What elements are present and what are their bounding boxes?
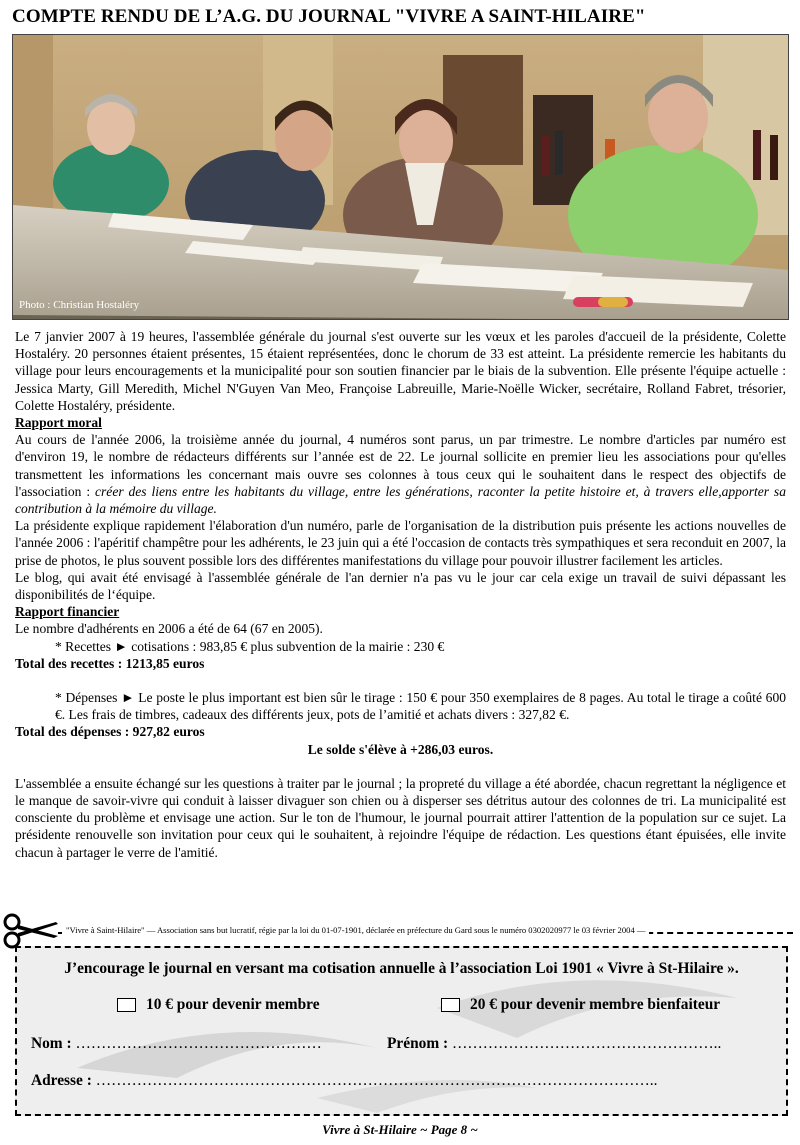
expenses-line: * Dépenses ► Le poste le plus important est bien sûr le tirage : 150 € pour 350 exemplaires de 8 pages. Au total le tirage a coûté 600 €. Les frais de timbres, cadeaux des différents jeux, pots de l’amitié et achats divers : 327,82 €. (55, 690, 786, 723)
name-blank: ………………………………………… (75, 1035, 322, 1052)
option-member-label: 10 € pour devenir membre (146, 996, 320, 1013)
balance-line: Le solde s'élève à +286,03 euros. (307, 741, 494, 757)
benefactor-checkbox[interactable] (441, 998, 460, 1012)
option-member (117, 996, 320, 1014)
firstname-field[interactable] (387, 1035, 721, 1053)
form-heading: J’encourage le journal en versant ma cotisation annuelle à l’association Loi 1901 « Vivre à St-Hilaire ». (64, 960, 739, 977)
name-label: Nom : (31, 1035, 72, 1052)
moral-paragraph-3: Le blog, qui avait été envisagé à l'assemblée générale de l'an dernier n'a pas vu le jour car cela exige un travail de suivi dépassant les disponibilités de l‘équipe. (15, 569, 786, 603)
photo-credit: Photo : Christian Hostaléry (19, 299, 140, 311)
association-objectives: créer des liens entre les habitants du village, entre les générations, raconter la petite histoire et, à travers elle,apporter sa contribution à la mémoire du village. (15, 483, 786, 517)
expenses-total: Total des dépenses : 927,82 euros (15, 724, 205, 740)
membership-form (15, 946, 788, 1116)
firstname-blank: …………………………………………….. (451, 1035, 722, 1052)
revenue-line: * Recettes ► cotisations : 983,85 € plus subvention de la mairie : 230 € (55, 638, 445, 654)
closing-paragraph: L'assemblée a ensuite échangé sur les questions à traiter par le journal ; la propreté du village a été abordée, chacun regrettant la négligence et le manque de savoir-vivre qui conduit à laisser divaguer son chien ou à disperser ses détritus autour des colonnes de tri. La municipalité est consciente du problème et envisage une action. Sur le ton de l'humour, le journal pourrait attirer l'attention de la population sur ce sujet. La présidente renouvelle son invitation pour ceux qui le souhaitent, à rejoindre l'équipe de rédaction. Les questions étant épuisées, elle invite chacun à partager le verre de l'amitié. (15, 775, 786, 860)
members-count: Le nombre d'adhérents en 2006 a été de 64 (67 en 2005). (15, 621, 323, 637)
scissors-icon (2, 910, 60, 950)
moral-report-heading: Rapport moral (15, 415, 102, 431)
option-benefactor-label: 20 € pour devenir membre bienfaiteur (470, 996, 721, 1013)
name-field[interactable] (31, 1035, 322, 1053)
page-footer: Vivre à St-Hilaire ~ Page 8 ~ (322, 1122, 478, 1137)
financial-report-heading: Rapport financier (15, 604, 120, 620)
association-legal-note: "Vivre à Saint-Hilaire" — Association sans but lucratif, régie par la loi du 01-07-1901, déclarée en préfecture du Gard sous le numéro 0302020977 le 03 février 2004 — (62, 925, 649, 935)
address-blank: ……………………………………………………………………………………………….. (95, 1072, 658, 1089)
moral-paragraph-1 (15, 431, 786, 517)
intro-paragraph: Le 7 janvier 2007 à 19 heures, l'assemblée générale du journal s'est ouverte sur les vœux et les paroles d'accueil de la présidente, Colette Hostaléry. 20 personnes étaient présentes, 15 étaient représentées, donc le chorum de 33 est atteint. La présidente remercie les habitants du village pour leurs encouragements et la municipalité pour son soutien financier par le biais de la subvention. Elle présente l'équipe actuelle : Jessica Marty, Gill Meredith, Michel N'Guyen Van Meo, Françoise Labreuille, Marie-Noëlle Wicker, secrétaire, Rolland Fabret, trésorier, Colette Hostaléry, présidente. (15, 329, 786, 413)
moral-text: Au cours de l'année 2006, la troisième année du journal, 4 numéros sont parus, un par trimestre. Le nombre d'articles par numéro est d'environ 19, le nombre de rédacteurs différents sur l’année est de 22. Le journal sollicite en premier lieu les associations pour qu'elles transmettent les informations les concernant mais ouvre ses colonnes à tous ceux qui le souhaitent dans le respect des objectifs de l'association : (15, 432, 786, 499)
page-title: COMPTE RENDU DE L’A.G. DU JOURNAL "VIVRE A SAINT-HILAIRE" (12, 6, 646, 27)
address-label: Adresse : (31, 1072, 92, 1089)
meeting-photo (12, 34, 789, 320)
revenue-total: Total des recettes : 1213,85 euros (15, 655, 205, 671)
member-checkbox[interactable] (117, 998, 136, 1012)
moral-paragraph-2: La présidente explique rapidement l'élaboration d'un numéro, parle de l'organisation de la distribution puis présente les actions nouvelles de l'année 2006 : l'apéritif champêtre pour les adhérents, le 23 juin qui a été l'occasion de contacts très sympathiques et sera reconduit en 2007, la prise de photos, le plus souvent possible lors des différentes manifestations du village pour pouvoir illustrer facilement les articles. (15, 518, 786, 568)
article-body (15, 328, 786, 861)
firstname-label: Prénom : (387, 1035, 449, 1052)
address-field[interactable] (31, 1072, 657, 1090)
option-benefactor (441, 996, 720, 1014)
